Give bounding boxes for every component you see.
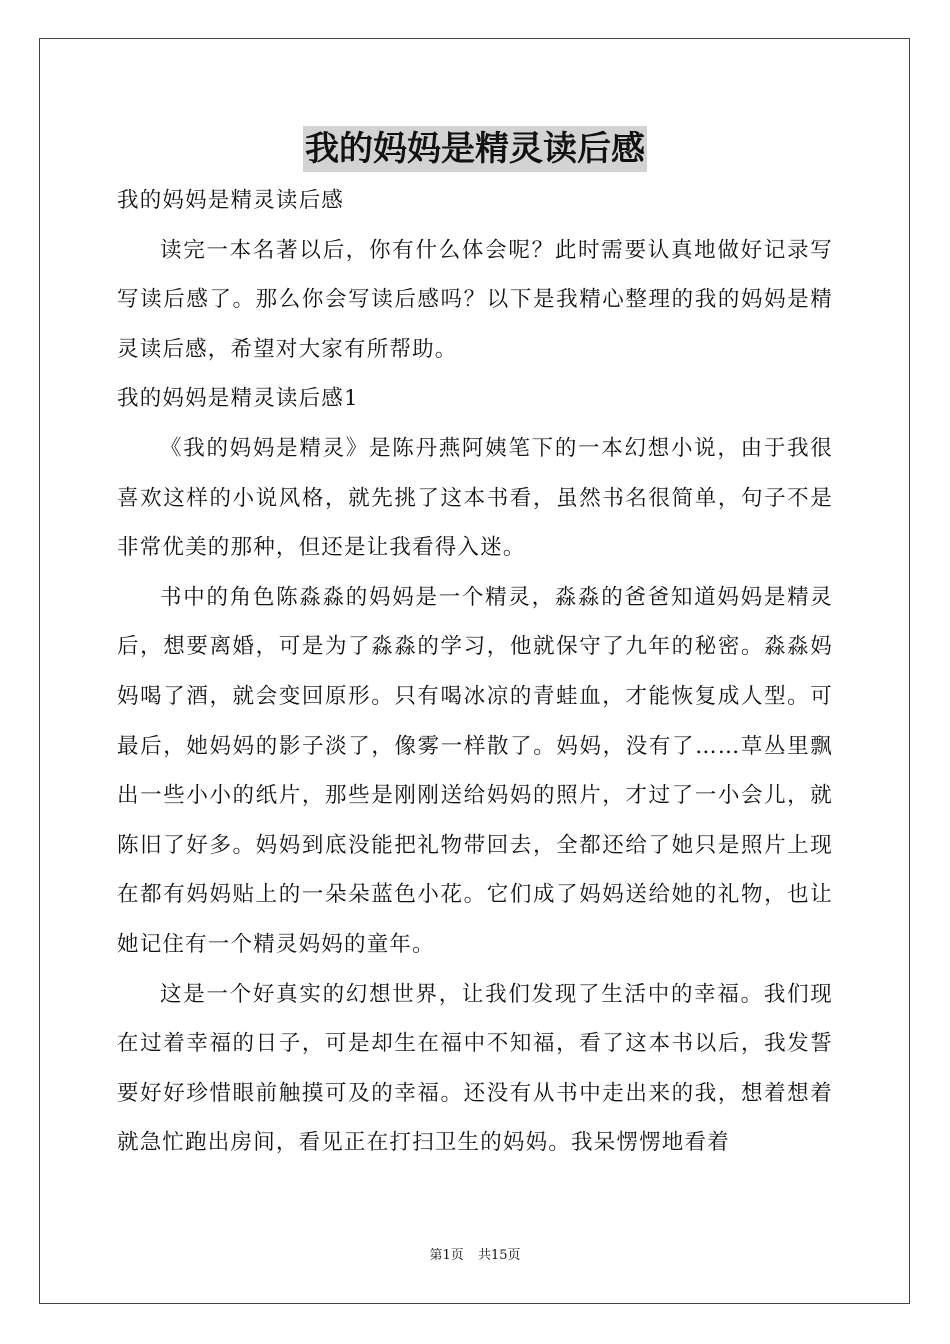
subtitle-line: 我的妈妈是精灵读后感 (117, 188, 345, 213)
body-paragraph: 《我的妈妈是精灵》是陈丹燕阿姨笔下的一本幻想小说，由于我很喜欢这样的小说风格，就先挑了这本书看，虽然书名很简单，句子不是非常优美的那种，但还是让我看得入迷。 (117, 435, 833, 561)
section-heading: 我的妈妈是精灵读后感1 (117, 386, 359, 412)
page-number: 第1页 (429, 1248, 464, 1263)
page-total: 共15页 (477, 1248, 521, 1263)
intro-paragraph: 读完一本名著以后，你有什么体会呢？此时需要认真地做好记录写写读后感了。那么你会写读后感吗？以下是我精心整理的我的妈妈是精灵读后感，希望对大家有所帮助。 (117, 237, 833, 362)
title-container (0, 126, 950, 172)
body-paragraph: 书中的角色陈淼淼的妈妈是一个精灵，淼淼的爸爸知道妈妈是精灵后，想要离婚，可是为了淼淼的学习，他就保守了九年的秘密。淼淼妈妈喝了酒，就会变回原形。只有喝冰凉的青蛙血，才能恢复成人型。可最后，她妈妈的影子淡了，像雾一样散了。妈妈，没有了……草丛里飘出一些小小的纸片，那些是刚刚送给妈妈的照片，才过了一小会儿，就陈旧了好多。妈妈到底没能把礼物带回去，全都还给了她只是照片上现在都有妈妈贴上的一朵朵蓝色小花。它们成了妈妈送给她的礼物，也让她记住有一个精灵妈妈的童年。 (117, 584, 833, 957)
document-title: 我的妈妈是精灵读后感 (303, 126, 647, 172)
body-paragraph: 这是一个好真实的幻想世界，让我们发现了生活中的幸福。我们现在过着幸福的日子，可是却生在福中不知福，看了这本书以后，我发誓要好好珍惜眼前触摸可及的幸福。还没有从书中走出来的我，想着想着就急忙跑出房间，看见正在打扫卫生的妈妈。我呆愣愣地看着 (117, 981, 833, 1156)
document-body (117, 176, 833, 1168)
page-footer (0, 1247, 950, 1265)
